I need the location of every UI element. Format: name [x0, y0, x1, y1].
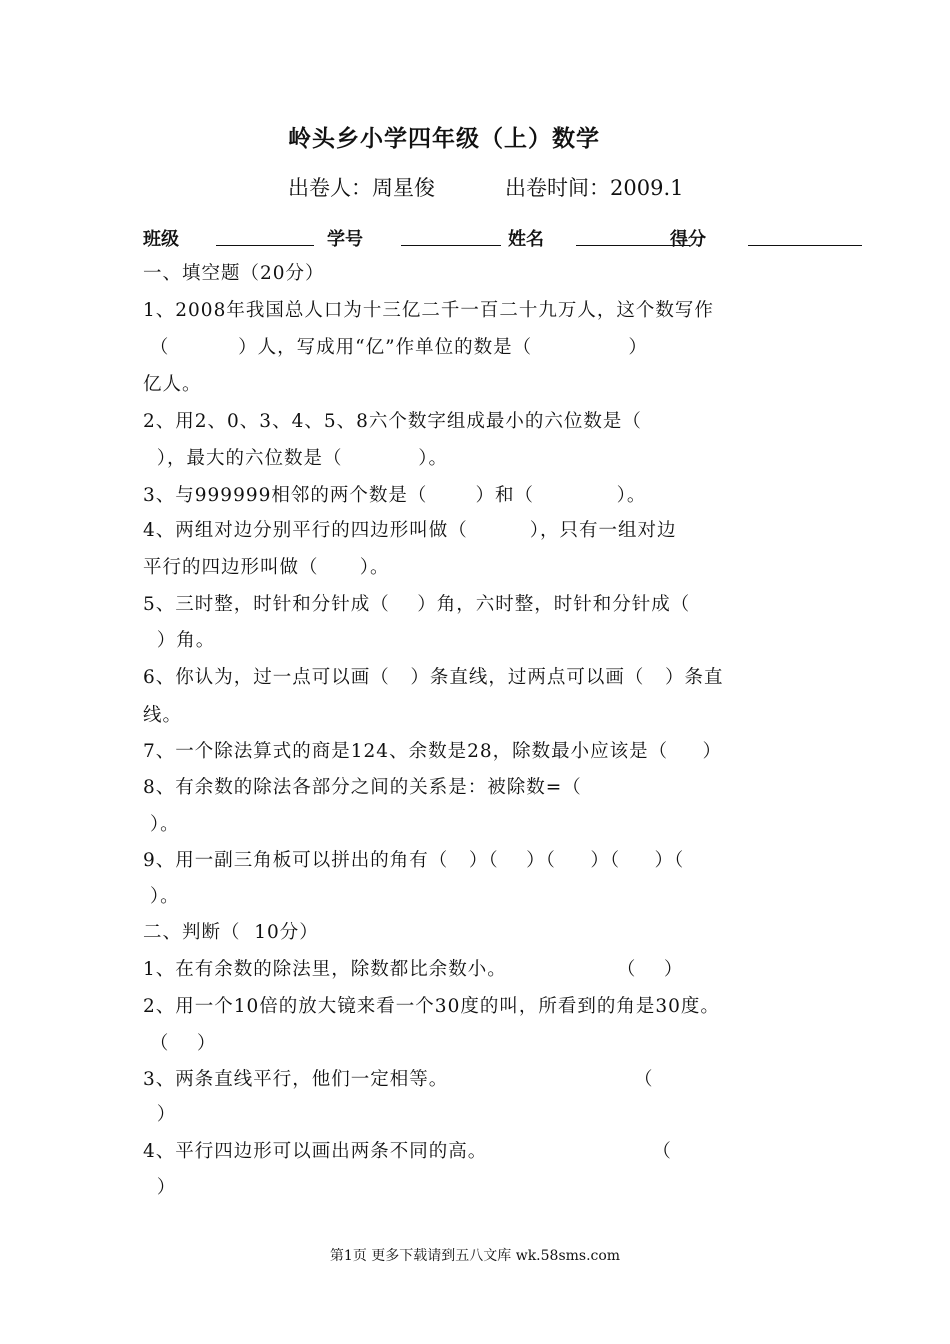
- question-line: （ ）人，写成用“亿”作单位的数是（ ）: [143, 337, 648, 358]
- question-line: 4、平行四边形可以画出两条不同的高。 （: [143, 1141, 672, 1162]
- score-label: 得分: [670, 229, 706, 250]
- class-blank: [216, 245, 314, 246]
- question-line: 6、你认为，过一点可以画（ ）条直线，过两点可以画（ ）条直: [143, 667, 724, 688]
- question-line: 3、两条直线平行，他们一定相等。 （: [143, 1069, 654, 1090]
- question-line: ）。: [143, 814, 180, 835]
- question-line: ）角。: [143, 630, 216, 651]
- section-heading: 二、判断（ 10分）: [143, 922, 319, 943]
- question-line: 8、有余数的除法各部分之间的关系是：被除数=（: [143, 777, 582, 798]
- section-heading: 一、填空题（20分）: [143, 263, 325, 284]
- author: 出卷人：周星俊: [288, 176, 435, 200]
- question-line: 4、两组对边分别平行的四边形叫做（ ），只有一组对边: [143, 520, 677, 541]
- score-blank: [748, 245, 862, 246]
- question-line: 2、用一个10倍的放大镜来看一个30度的叫，所看到的角是30度。: [143, 996, 720, 1017]
- question-line: 平行的四边形叫做（ ）。: [143, 557, 390, 578]
- question-line: 3、与999999相邻的两个数是（ ）和（ ）。: [143, 485, 647, 506]
- question-line: 亿人。: [143, 374, 202, 395]
- question-line: ）: [143, 1177, 177, 1198]
- question-line: 9、用一副三角板可以拼出的角有（ ）（ ）（ ）（ ）（: [143, 850, 685, 871]
- number-blank: [401, 245, 501, 246]
- question-line: 5、三时整，时针和分针成（ ）角，六时整，时针和分针成（: [143, 594, 691, 615]
- question-line: ）。: [143, 886, 180, 907]
- name-label: 姓名: [508, 229, 544, 250]
- question-line: 1、在有余数的除法里，除数都比余数小。 （ ）: [143, 959, 684, 980]
- question-line: 2、用2、0、3、4、5、8六个数字组成最小的六位数是（: [143, 411, 642, 432]
- question-line: ），最大的六位数是（ ）。: [143, 448, 448, 469]
- page-footer: 第1页 更多下载请到五八文库 wk.58sms.com: [329, 1248, 621, 1264]
- question-line: 7、一个除法算式的商是124、余数是28，除数最小应该是（ ）: [143, 741, 723, 762]
- exam-date: 出卷时间：2009.1: [505, 176, 684, 200]
- class-label: 班级: [143, 229, 179, 250]
- question-line: （ ）: [143, 1033, 217, 1054]
- question-line: 1、2008年我国总人口为十三亿二千一百二十九万人，这个数写作: [143, 300, 714, 321]
- number-label: 学号: [327, 229, 363, 250]
- question-line: 线。: [143, 705, 183, 726]
- question-line: ）: [143, 1104, 177, 1125]
- page-title: 岭头乡小学四年级（上）数学: [288, 125, 600, 152]
